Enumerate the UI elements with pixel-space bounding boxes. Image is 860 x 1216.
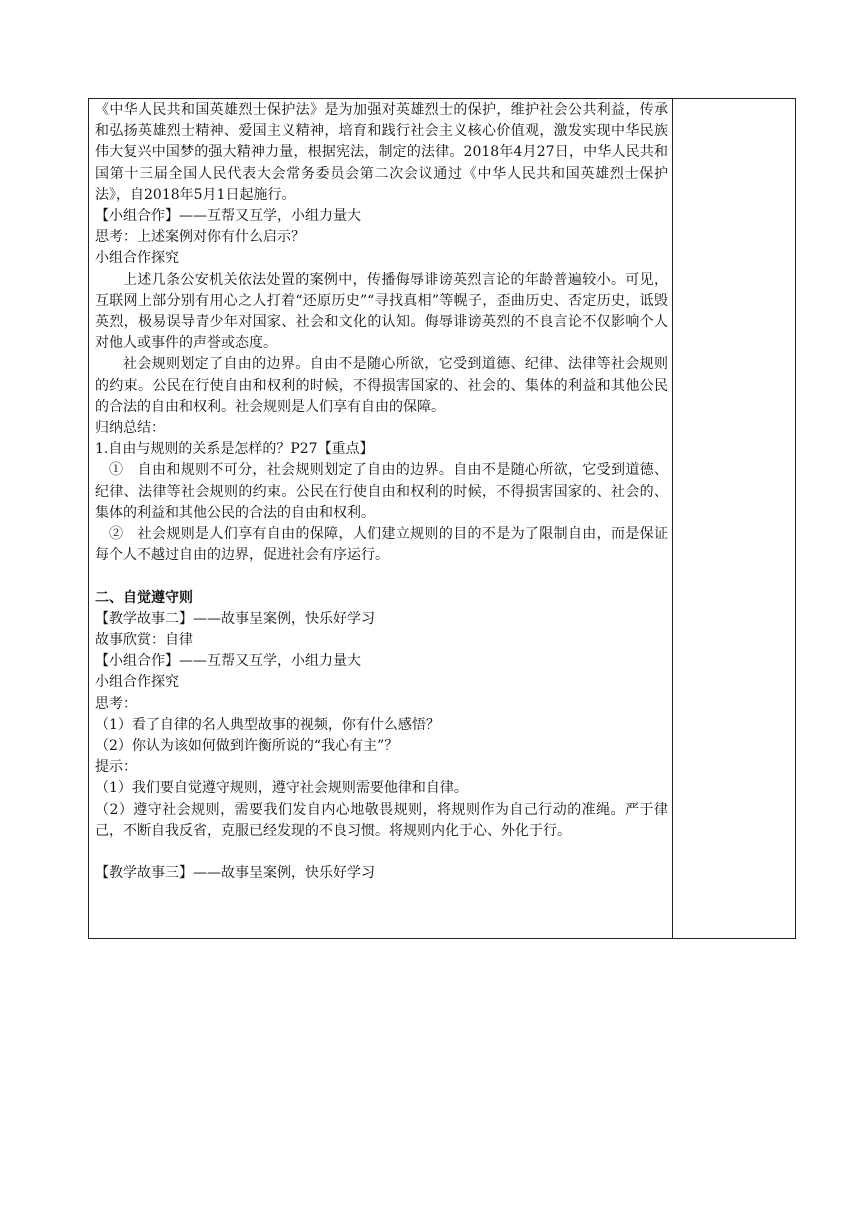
question-1: （1）看了自律的名人典型故事的视频，你有什么感悟？ [95,716,440,733]
group-explore-label-2: 小组合作探究 [95,674,179,691]
question-2: （2）你认为该如何做到许衡所说的“我心有主”？ [95,738,399,755]
group-explore-label: 小组合作探究 [95,250,179,267]
key-question: 1.自由与规则的关系是怎样的？P27【重点】 [95,441,374,458]
story-two-heading: 【教学故事二】——故事呈案例，快乐好学习 [95,610,375,627]
answer-point-2: ② 社会规则是人们享有自由的保障，人们建立规则的目的不是为了限制自由，而是保证每个人不越过自由的边界，促进社会有序运行。 [95,526,668,564]
case-analysis-paragraph: 上述几条公安机关依法处置的案例中，传播侮辱诽谤英烈言论的年龄普遍较小。可见，互联网上部分别有用心之人打着“还原历史”“寻找真相”等幌子，歪曲历史、否定历史，诋毁英烈，极易误导青少年对国家、社会和文化的认知。侮辱诽谤英烈的不良言论不仅影响个人对他人或事件的声誉或态度。 [95,271,668,352]
rules-boundary-paragraph: 社会规则划定了自由的边界。自由不是随心所欲，它受到道德、纪律、法律等社会规则的约束。公民在行使自由和权利的时候，不得损害国家的、社会的、集体的利益和其他公民的合法的自由和权利。社会规则是人们享有自由的保障。 [95,356,668,415]
think-question: 思考：上述案例对你有什么启示？ [95,229,305,246]
section-heading-2: 二、自觉遵守则 [95,589,193,606]
notes-column [673,99,795,938]
hint-label: 提示： [95,759,137,776]
think-label: 思考： [95,695,137,712]
story-appreciation: 故事欣赏：自律 [95,632,193,649]
content-column [89,99,673,938]
hint-1: （1）我们要自觉遵守规则，遵守社会规则需要他律和自律。 [95,780,468,797]
hint-2: （2）遵守社会规则，需要我们发自内心地敬畏规则，将规则作为自己行动的准绳。严于律己，不断自我反省，克服已经发现的不良习惯。将规则内化于心、外化于行。 [95,801,668,839]
group-work-heading: 【小组合作】——互帮又互学，小组力量大 [95,208,361,225]
blank-line-2 [95,842,668,863]
group-work-heading-2: 【小组合作】——互帮又互学，小组力量大 [95,653,361,670]
answer-point-1: ① 自由和规则不可分，社会规则划定了自由的边界。自由不是随心所欲，它受到道德、纪律、法律等社会规则的约束。公民在行使自由和权利的时候，不得损害国家的、社会的、集体的利益和其他公民的合法的自由和权利。 [95,462,668,521]
law-intro-paragraph: 《中华人民共和国英雄烈士保护法》是为加强对英雄烈士的保护，维护社会公共利益，传承和弘扬英雄烈士精神、爱国主义精神，培育和践行社会主义核心价值观，激发实现中华民族伟大复兴中国梦的强大精神力量，根据宪法，制定的法律。2018年4月27日，中华人民共和国第十三届全国人民代表大会常务委员会第二次会议通过《中华人民共和国英雄烈士保护法》，自2018年5月1日起施行。 [95,102,668,203]
story-three-heading: 【教学故事三】——故事呈案例，快乐好学习 [95,865,375,882]
summary-label: 归纳总结： [95,420,165,437]
blank-line [95,566,668,587]
lesson-table [88,98,796,939]
